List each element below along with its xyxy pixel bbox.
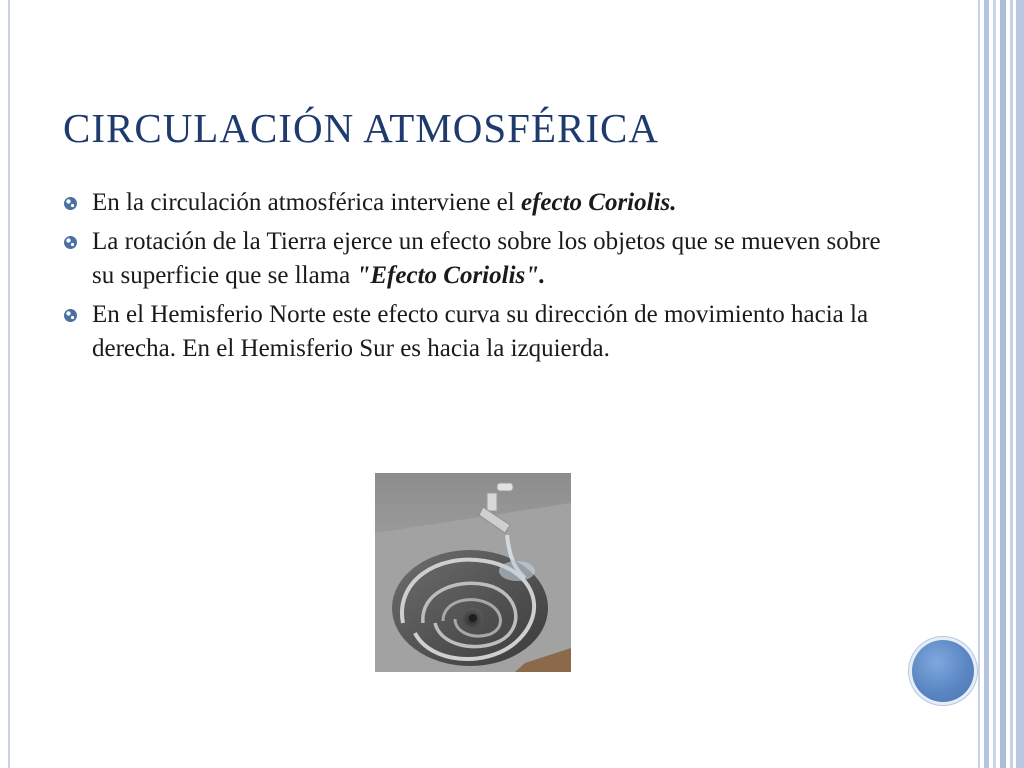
bullet-emphasis: "Efecto Coriolis". (356, 262, 546, 289)
bullet-icon (63, 235, 78, 250)
bullet-icon (63, 196, 78, 211)
right-stripe (984, 0, 989, 768)
right-stripe (1000, 0, 1006, 768)
decorative-circle (912, 640, 974, 702)
bullet-text: La rotación de la Tierra ejerce un efecto sobre los objetos que se mueven sobre su superficie que se llama (92, 228, 881, 289)
bullet-text: En el Hemisferio Norte este efecto curva su dirección de movimiento hacia la derecha. En el Hemisferio Sur es hacia la izquierda. (92, 301, 869, 362)
slide-title: CIRCULACIÓN ATMOSFÉRICA (63, 105, 659, 151)
right-stripe (1016, 0, 1024, 768)
bullet-item-3 (63, 298, 903, 366)
right-stripe (993, 0, 996, 768)
bullet-item-1 (63, 186, 903, 220)
bullet-emphasis: efecto Coriolis. (520, 189, 677, 216)
bullet-icon (63, 308, 78, 323)
bullet-text: En la circulación atmosférica interviene el (92, 189, 521, 216)
left-decorative-line (8, 0, 10, 768)
bullet-list (63, 186, 903, 371)
bullet-item-2 (63, 225, 903, 293)
right-stripe (978, 0, 980, 768)
spiral-sink-image (375, 473, 571, 672)
right-stripe (1010, 0, 1013, 768)
